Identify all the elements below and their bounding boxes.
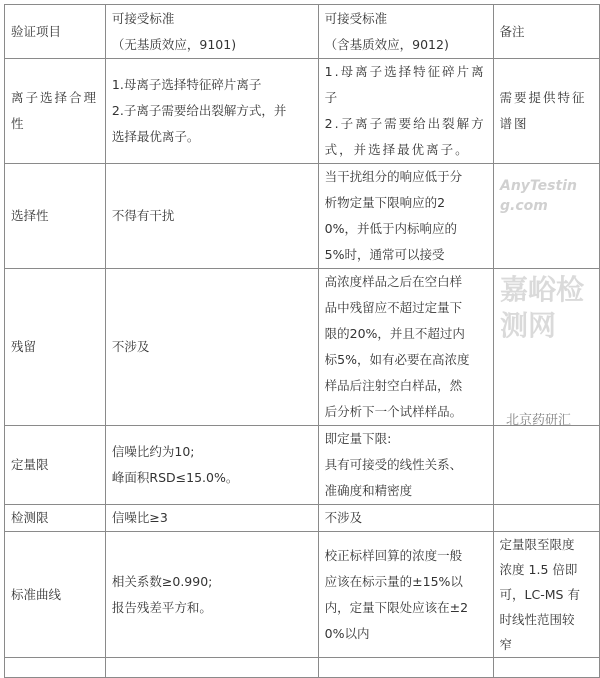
header-row bbox=[5, 5, 600, 59]
cell-text-line: 限的20%，并且不超过内 bbox=[324, 326, 465, 341]
table-row bbox=[5, 59, 600, 164]
cell-text-line: （无基质效应，9101) bbox=[111, 36, 237, 52]
header-remarks bbox=[493, 5, 599, 59]
cell-criteria-matrix bbox=[318, 269, 493, 426]
cell-criteria-no-matrix bbox=[105, 505, 318, 532]
cell-text-line: 备注 bbox=[499, 23, 525, 39]
cell-text-line: 相关系数≥0.990; bbox=[111, 573, 213, 589]
cell-empty bbox=[5, 658, 106, 678]
validation-criteria-table bbox=[4, 4, 600, 678]
header-criteria-no-matrix bbox=[105, 5, 318, 59]
cell-text-line: 0%以内 bbox=[324, 625, 370, 641]
cell-criteria-matrix bbox=[318, 426, 493, 505]
cell-text-line: 内，定量下限处应该在±2 bbox=[324, 599, 469, 615]
cell-text-line: 时线性范围较 bbox=[499, 612, 575, 627]
cell-criteria-no-matrix bbox=[105, 164, 318, 269]
cell-text-line: 残留 bbox=[11, 339, 37, 354]
cell-text-line: 窄 bbox=[499, 637, 513, 652]
cell-text-line: 验证项目 bbox=[11, 23, 62, 39]
cell-text-line: 1.母离子选择特征碎片离子 bbox=[111, 77, 262, 92]
cell-text-line: 0%，并低于内标响应的 bbox=[324, 221, 457, 236]
cell-text-line: 需要提供特征 bbox=[499, 90, 587, 105]
table-row bbox=[5, 505, 600, 532]
cell-text-line: 不涉及 bbox=[111, 339, 150, 354]
cell-text-line: 峰面积RSD≤15.0%。 bbox=[111, 470, 239, 485]
cell-empty bbox=[318, 658, 493, 678]
table-row bbox=[5, 658, 600, 678]
cell-text-line: 离子选择合理 bbox=[11, 90, 99, 105]
cell-text-line: 检测限 bbox=[11, 510, 49, 525]
cell-remarks bbox=[493, 59, 599, 164]
cell-text-line: 报告残差平方和。 bbox=[111, 599, 212, 615]
cell-criteria-no-matrix bbox=[105, 269, 318, 426]
cell-text-line: 选择性 bbox=[11, 208, 49, 223]
cell-text-line: 2.子离子需要给出裂解方 bbox=[324, 116, 486, 131]
cell-text-line: 信噪比约为10; bbox=[111, 444, 195, 459]
cell-text-line: 当干扰组分的响应低于分 bbox=[324, 169, 463, 184]
cell-text-line: 样品后注射空白样品，然 bbox=[324, 378, 463, 393]
table-row bbox=[5, 426, 600, 505]
cell-text-line: 谱图 bbox=[499, 116, 529, 131]
cell-text-line: 可接受标准 bbox=[324, 10, 388, 26]
cell-criteria-no-matrix bbox=[105, 532, 318, 658]
cell-criteria-no-matrix bbox=[105, 426, 318, 505]
cell-text-line: 后分析下一个试样样品。 bbox=[324, 404, 463, 419]
table-row bbox=[5, 532, 600, 658]
cell-item bbox=[5, 532, 106, 658]
table-row bbox=[5, 269, 600, 426]
cell-text-line: 析物定量下限响应的2 bbox=[324, 195, 446, 210]
cell-text-line: 5%时，通常可以接受 bbox=[324, 247, 445, 262]
cell-text-line: 浓度 1.5 倍即 bbox=[499, 562, 578, 577]
header-criteria-matrix bbox=[318, 5, 493, 59]
cell-criteria-matrix bbox=[318, 505, 493, 532]
header-item bbox=[5, 5, 106, 59]
cell-remarks bbox=[493, 164, 599, 269]
watermark-account: 北京药研汇 bbox=[506, 413, 572, 428]
watermark-site-en: AnyTesting.com bbox=[500, 178, 577, 214]
cell-text-line: 可接受标准 bbox=[111, 10, 175, 26]
cell-remarks bbox=[493, 505, 599, 532]
cell-item bbox=[5, 269, 106, 426]
cell-text-line: 不涉及 bbox=[324, 510, 363, 525]
cell-text-line: 标准曲线 bbox=[11, 586, 62, 602]
cell-text-line: 高浓度样品之后在空白样 bbox=[324, 274, 463, 289]
cell-item bbox=[5, 59, 106, 164]
cell-text-line: 标5%，如有必要在高浓度 bbox=[324, 352, 470, 367]
cell-criteria-matrix bbox=[318, 164, 493, 269]
cell-text-line: 式，并选择最优离子。 bbox=[324, 142, 470, 157]
cell-text-line: 性 bbox=[11, 116, 26, 131]
cell-empty bbox=[105, 658, 318, 678]
cell-text-line: 选择最优离子。 bbox=[111, 129, 200, 144]
cell-text-line: 品中残留应不超过定量下 bbox=[324, 300, 463, 315]
cell-text-line: 定量限至限度 bbox=[499, 537, 575, 552]
cell-item bbox=[5, 164, 106, 269]
cell-text-line: 1.母离子选择特征碎片离 bbox=[324, 64, 486, 79]
cell-text-line: 可，LC-MS 有 bbox=[499, 587, 580, 602]
table-row bbox=[5, 164, 600, 269]
cell-remarks bbox=[493, 426, 599, 505]
cell-remarks bbox=[493, 269, 599, 426]
cell-criteria-no-matrix bbox=[105, 59, 318, 164]
cell-text-line: 不得有干扰 bbox=[111, 208, 175, 223]
cell-text-line: 2.子离子需要给出裂解方式，并 bbox=[111, 103, 287, 118]
cell-criteria-matrix bbox=[318, 59, 493, 164]
cell-text-line: 具有可接受的线性关系、 bbox=[324, 457, 463, 472]
cell-text-line: （含基质效应，9012) bbox=[324, 36, 449, 52]
cell-remarks bbox=[493, 532, 599, 658]
cell-empty bbox=[493, 658, 599, 678]
cell-text-line: 信噪比≥3 bbox=[111, 510, 168, 525]
cell-item bbox=[5, 426, 106, 505]
cell-text-line: 即定量下限: bbox=[324, 431, 392, 446]
cell-text-line: 校正标样回算的浓度一般 bbox=[324, 547, 463, 563]
cell-item bbox=[5, 505, 106, 532]
cell-text-line: 准确度和精密度 bbox=[324, 483, 413, 498]
cell-criteria-matrix bbox=[318, 532, 493, 658]
cell-text-line: 应该在标示量的±15%以 bbox=[324, 573, 463, 589]
watermark-site: 嘉峪检测网 bbox=[500, 273, 585, 342]
cell-text-line: 子 bbox=[324, 90, 340, 105]
cell-text-line: 定量限 bbox=[11, 457, 49, 472]
